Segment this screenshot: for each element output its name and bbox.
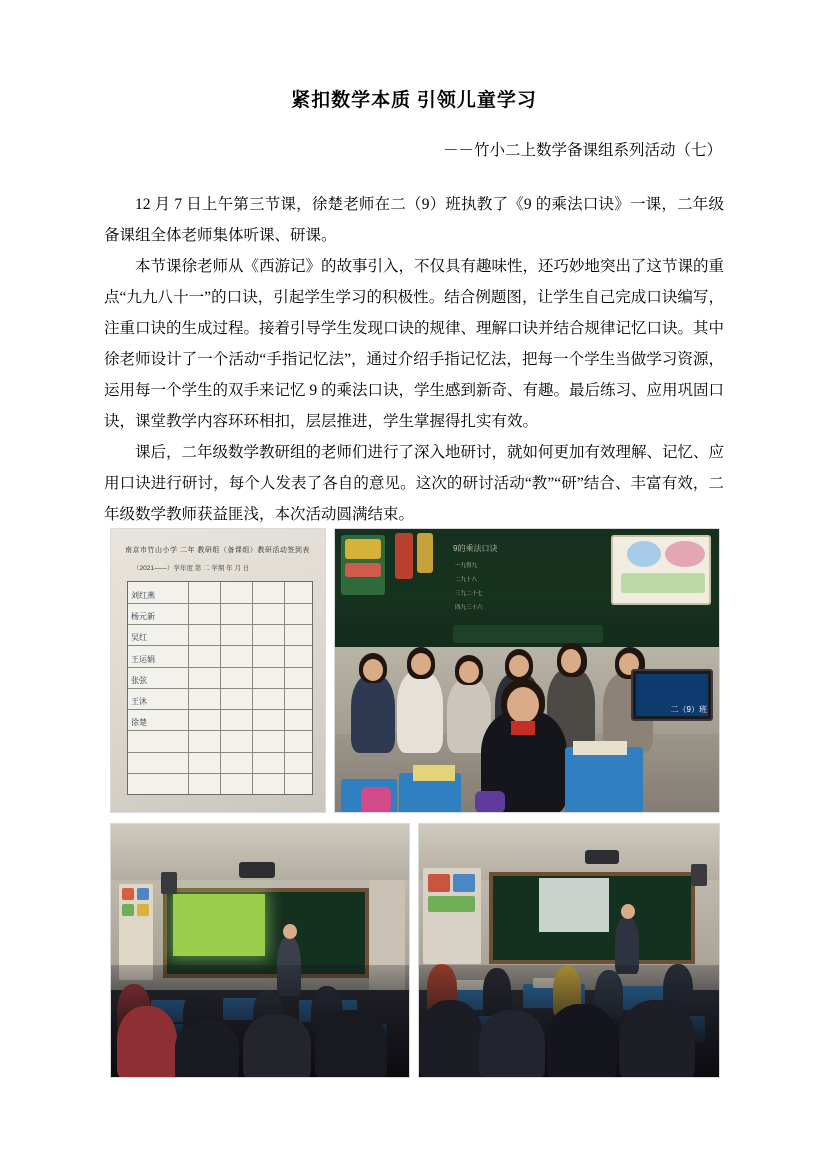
page-title: 紧扣数学本质 引领儿童学习 [291,90,537,111]
student-desk [565,747,643,813]
teacher-head [283,924,297,939]
book-on-desk [573,741,627,755]
photo-sign-in-sheet [110,528,326,813]
sheet-name: 杨元新 [131,612,155,622]
sheet-name: 王沐 [131,696,147,706]
wall-poster [137,904,149,916]
student-foreground [175,1020,239,1078]
speaker [161,872,177,894]
wall-poster [428,874,450,892]
paragraph-3: 课后，二年级数学教研组的老师们进行了深入地研讨，就如何更加有效理解、记忆、应用口诀进行研讨，每个人发表了各自的意见。这次的研讨活动“教”“研”结合、丰富有效，二年级数学教师获益匪浅，本次活动圆满结束。 [104,444,725,524]
blackboard-text: 9的乘法口诀 [453,544,498,553]
paragraph-1: 12 月 7 日上午第三节课，徐楚老师在二（9）班执教了《9 的乘法口诀》一课，二年级备课组全体老师集体听课、研课。 [104,196,724,245]
sign-in-sheet-paper [111,529,325,812]
student-head [507,687,539,723]
photo-gallery [110,528,720,1078]
projector [585,850,619,864]
student-foreground [619,1000,695,1078]
speaker [691,864,707,886]
classroom-blackboard [335,529,719,650]
sheet-name: 张弦 [131,675,147,685]
photo-teachers-observing [334,528,720,813]
sheet-name: 吴红 [131,633,147,643]
sheet-name: 徐楚 [131,718,147,728]
teacher-head [411,653,431,675]
wall-poster [453,874,475,892]
projection-screen [539,878,609,932]
photo-row-bottom [110,823,720,1078]
blackboard-text: 四九三十六 [455,605,483,611]
projector [239,862,275,878]
student-foreground [315,1010,387,1078]
paragraph-2: 本节课徐老师从《西游记》的故事引入，不仅具有趣味性，还巧妙地突出了这节课的重点“九九八十一”的口诀，引起学生学习的积极性。结合例题图，让学生自己完成口诀编写，注重口诀的生成过程。接着引导学生发现口诀的规律、理解口诀并结合规律记忆口诀。其中徐老师设计了一个活动“手指记忆法”，通过介绍手指记忆法，把每一个学生当做学习资源，运用每一个学生的双手来记忆 9 的乘法口诀，学生感到新奇、有趣。最后练习、应用巩固口诀，课堂教学内容环环相扣，层层推进，学生掌握得扎实有效。 [104,258,725,431]
tv-class-label: 二（9）班 [670,705,707,714]
student-foreground [479,1010,545,1078]
seated-teacher [351,675,395,753]
blackboard-text: 二九十八 [455,577,478,583]
wall-poster [122,888,134,900]
wall-poster [137,888,149,900]
classroom-tv [631,669,713,721]
photo-classroom-left [110,823,410,1078]
book-on-desk [413,765,455,781]
sheet-name: 王运娟 [131,654,155,664]
teacher-head [459,661,479,683]
sheet-name: 刘红燕 [131,591,155,600]
student-foreground [117,1006,177,1078]
teacher-head [509,655,529,677]
document-body [104,189,724,530]
wall-poster [428,896,475,912]
seated-teacher [397,671,443,753]
student-foreground [243,1014,311,1078]
photo-classroom-right [418,823,720,1078]
teacher-head [363,659,383,681]
photo-row-top [110,528,720,813]
sheet-name-list [131,585,177,733]
wall-poster [122,904,134,916]
backpack [475,791,505,813]
sheet-subheader-text: （2021——）学年度 第 二 学期 年 月 日 [133,565,250,572]
blackboard-text: 一九得九 [455,563,478,569]
teacher-head [561,649,581,673]
student-foreground [547,1004,617,1078]
backpack [361,787,391,813]
teacher-head [621,904,635,919]
document-content [104,0,724,530]
red-scarf [511,721,535,735]
student-foreground [419,1000,483,1078]
document-subtitle: －－竹小二上数学备课组系列活动（七） [442,141,722,159]
sheet-header-text: 南京市竹山小学 二年 教研组（备课组）教研活动签到表 [125,547,310,554]
projection-screen [173,894,265,956]
blackboard-text: 三九二十七 [455,591,483,597]
